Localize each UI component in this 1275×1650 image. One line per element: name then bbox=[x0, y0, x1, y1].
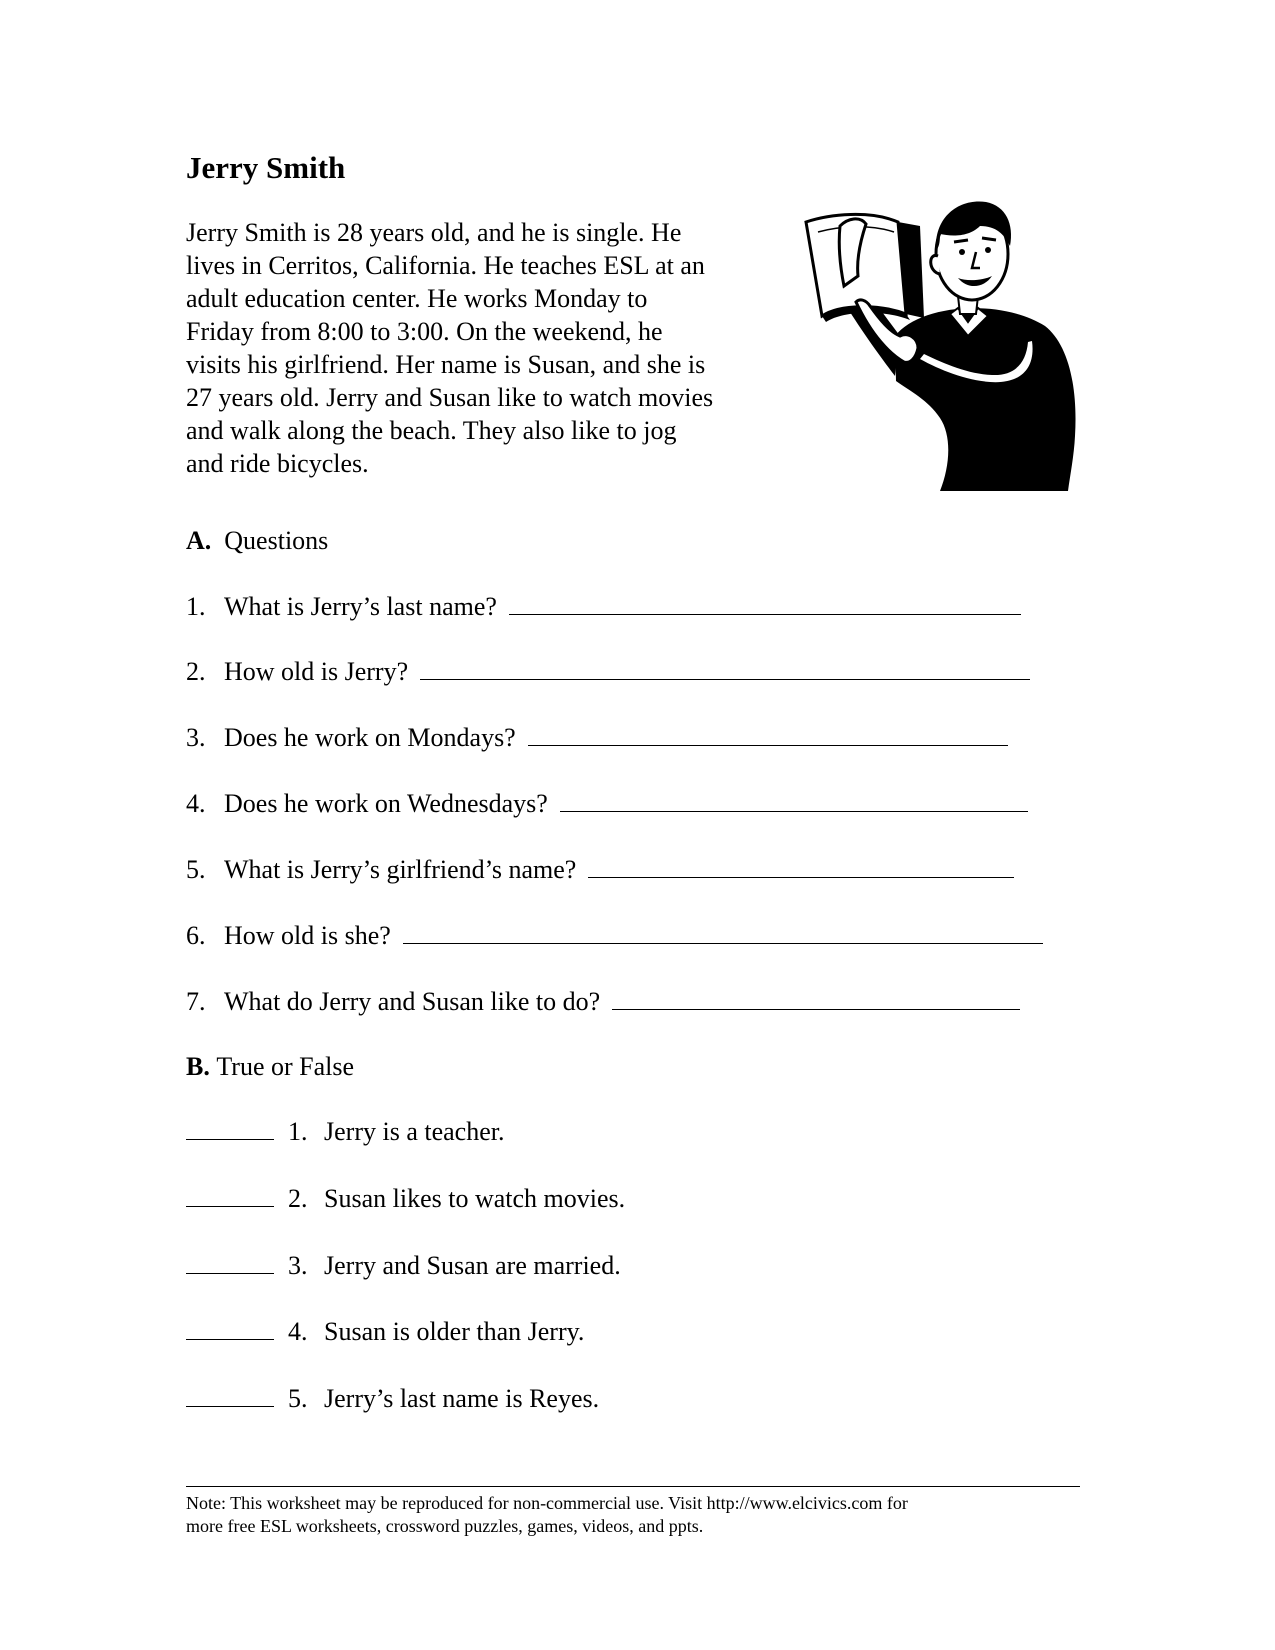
man-holding-book-icon bbox=[800, 186, 1090, 491]
question-row bbox=[186, 657, 1030, 687]
true-false-blank[interactable] bbox=[186, 1188, 274, 1207]
statement-number: 5. bbox=[288, 1384, 308, 1413]
question-number: 6. bbox=[186, 921, 206, 950]
question-number: 2. bbox=[186, 657, 206, 686]
footer-line: Note: This worksheet may be reproduced for non-commercial use. Visit http://www.elcivics.com for bbox=[186, 1493, 908, 1513]
question-row bbox=[186, 592, 1021, 622]
worksheet-title: Jerry Smith bbox=[186, 150, 346, 185]
section-b-label: True or False bbox=[216, 1052, 355, 1081]
statement-text: Jerry and Susan are married. bbox=[324, 1251, 621, 1280]
question-text: Does he work on Wednesdays? bbox=[224, 789, 548, 818]
passage-line: lives in Cerritos, California. He teaches ESL at an bbox=[186, 251, 705, 280]
footer-note bbox=[186, 1492, 1086, 1538]
statement-text: Jerry’s last name is Reyes. bbox=[324, 1384, 600, 1413]
true-false-row bbox=[186, 1184, 625, 1214]
question-text: What is Jerry’s girlfriend’s name? bbox=[224, 855, 577, 884]
question-number: 7. bbox=[186, 987, 206, 1016]
true-false-row bbox=[186, 1251, 621, 1281]
true-false-blank[interactable] bbox=[186, 1321, 274, 1340]
true-false-blank[interactable] bbox=[186, 1121, 274, 1140]
statement-number: 2. bbox=[288, 1184, 308, 1213]
section-b-letter: B. bbox=[186, 1052, 210, 1081]
statement-text: Jerry is a teacher. bbox=[324, 1117, 505, 1146]
passage-line: Jerry Smith is 28 years old, and he is single. He bbox=[186, 218, 682, 247]
section-a-letter: A. bbox=[186, 526, 212, 555]
question-row bbox=[186, 789, 1028, 819]
answer-blank[interactable] bbox=[420, 661, 1030, 680]
true-false-row bbox=[186, 1117, 504, 1147]
question-text: Does he work on Mondays? bbox=[224, 723, 516, 752]
passage-line: 27 years old. Jerry and Susan like to watch movies bbox=[186, 383, 714, 412]
question-row bbox=[186, 987, 1020, 1017]
footer-divider bbox=[186, 1486, 1080, 1487]
reading-passage bbox=[186, 216, 806, 480]
question-text: What is Jerry’s last name? bbox=[224, 592, 497, 621]
question-text: What do Jerry and Susan like to do? bbox=[224, 987, 601, 1016]
question-row bbox=[186, 921, 1043, 951]
answer-blank[interactable] bbox=[403, 925, 1043, 944]
statement-number: 1. bbox=[288, 1117, 308, 1146]
statement-number: 3. bbox=[288, 1251, 308, 1280]
true-false-row bbox=[186, 1317, 584, 1347]
passage-line: adult education center. He works Monday to bbox=[186, 284, 648, 313]
passage-line: and walk along the beach. They also like to jog bbox=[186, 416, 677, 445]
passage-line: visits his girlfriend. Her name is Susan, and she is bbox=[186, 350, 706, 379]
passage-line: and ride bicycles. bbox=[186, 449, 369, 478]
footer-line: more free ESL worksheets, crossword puzzles, games, videos, and ppts. bbox=[186, 1516, 704, 1536]
question-row bbox=[186, 723, 1008, 753]
answer-blank[interactable] bbox=[588, 859, 1014, 878]
question-number: 5. bbox=[186, 855, 206, 884]
answer-blank[interactable] bbox=[560, 793, 1028, 812]
statement-text: Susan likes to watch movies. bbox=[324, 1184, 626, 1213]
answer-blank[interactable] bbox=[528, 727, 1008, 746]
statement-number: 4. bbox=[288, 1317, 308, 1346]
true-false-blank[interactable] bbox=[186, 1388, 274, 1407]
section-a-label: Questions bbox=[224, 526, 329, 555]
question-number: 3. bbox=[186, 723, 206, 752]
answer-blank[interactable] bbox=[612, 991, 1020, 1010]
statement-text: Susan is older than Jerry. bbox=[324, 1317, 585, 1346]
section-b-heading bbox=[186, 1052, 354, 1082]
question-text: How old is Jerry? bbox=[224, 657, 409, 686]
passage-line: Friday from 8:00 to 3:00. On the weekend, he bbox=[186, 317, 663, 346]
question-number: 4. bbox=[186, 789, 206, 818]
question-text: How old is she? bbox=[224, 921, 391, 950]
section-a-heading bbox=[186, 526, 328, 556]
question-number: 1. bbox=[186, 592, 206, 621]
true-false-blank[interactable] bbox=[186, 1255, 274, 1274]
true-false-row bbox=[186, 1384, 599, 1414]
question-row bbox=[186, 855, 1014, 885]
answer-blank[interactable] bbox=[509, 596, 1021, 615]
